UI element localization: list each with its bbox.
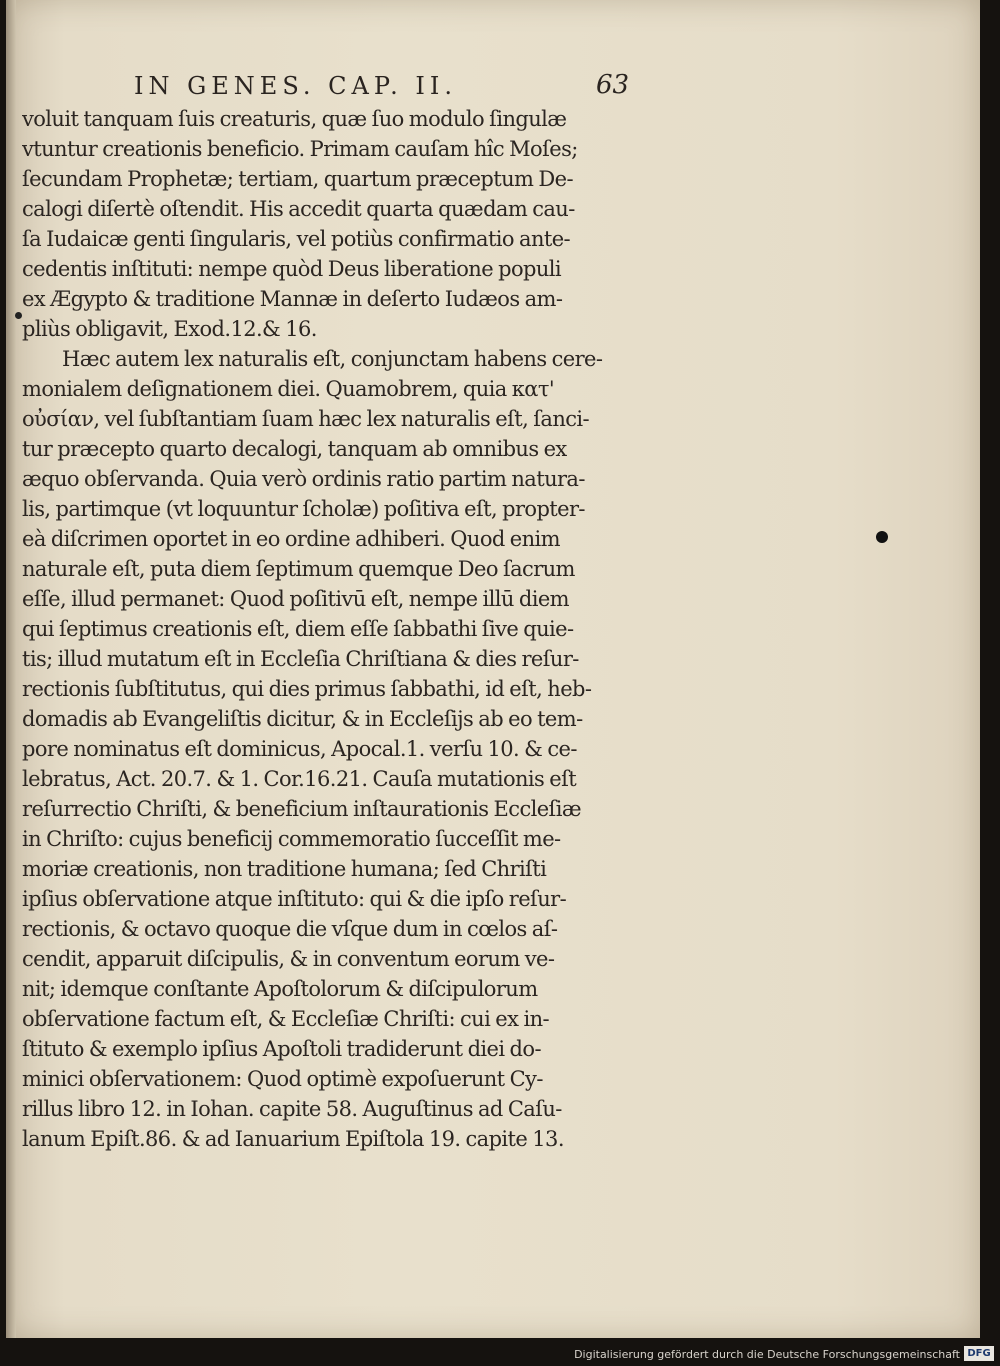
text-line: lis, partimque (vt loquuntur ſcholæ) poſitiva eſt, propter- [22,497,585,521]
text-line: moriæ creationis, non traditione humana; ſed Chriſti [22,857,547,881]
text-line: qui ſeptimus creationis eſt, diem eſſe ſabbathi ſive quie- [22,617,574,641]
text-line: cendit, apparuit diſcipulis, & in conventum eorum ve- [22,947,555,971]
paragraph-start-line: Hæc autem lex naturalis eſt, conjunctam habens cere- [62,347,603,371]
text-line: pliùs obligavit, Exod.12.& 16. [22,317,317,341]
text-line: ex Ægypto & traditione Mannæ in deſerto Iudæos am- [22,287,563,311]
dfg-logo-icon: DFG [964,1346,994,1361]
text-line: rectionis ſubſtitutus, qui dies primus ſabbathi, id eſt, heb- [22,677,592,701]
text-line: ſecundam Prophetæ; tertiam, quartum præceptum De- [22,167,573,191]
text-line: ipſius obſervatione atque inſtituto: qui & die ipſo reſur- [22,887,567,911]
text-line: vtuntur creationis beneficio. Primam cauſam hîc Moſes; [22,137,578,161]
text-line: naturale eſt, puta diem ſeptimum quemque Deo ſacrum [22,557,575,581]
text-line: οὐσίαν, vel ſubſtantiam ſuam hæc lex naturalis eſt, ſanci- [22,407,590,431]
text-line: domadis ab Evangeliſtis dicitur, & in Eccleſijs ab eo tem- [22,707,583,731]
text-line: tis; illud mutatum eſt in Eccleſia Chriſtiana & dies reſur- [22,647,579,671]
text-line: æquo obſervanda. Quia verò ordinis ratio partim natura- [22,467,585,491]
digitization-footer [0,1342,1000,1366]
text-line: cedentis inſtituti: nempe quòd Deus liberatione populi [22,257,561,281]
text-line: in Chriſto: cujus beneficij commemoratio ſucceſſit me- [22,827,561,851]
text-line: rectionis, & octavo quoque die vſque dum in cœlos aſ- [22,917,558,941]
text-line: ſa Iudaicæ genti ſingularis, vel potiùs confirmatio ante- [22,227,571,251]
funding-credit: Digitalisierung gefördert durch die Deutsche Forschungsgemeinschaft [574,1348,960,1361]
text-line: obſervatione factum eſt, & Eccleſiæ Chriſti: cui ex in- [22,1007,549,1031]
book-page [6,0,980,1338]
text-line: eà diſcrimen oportet in eo ordine adhiberi. Quod enim [22,527,560,551]
ink-spot-small [15,312,22,319]
text-line: calogi diſertè oſtendit. His accedit quarta quædam cau- [22,197,575,221]
text-line: reſurrectio Chriſti, & beneficium inſtaurationis Eccleſiæ [22,797,581,821]
text-line: tur præcepto quarto decalogi, tanquam ab omnibus ex [22,437,567,461]
text-line: minici obſervationem: Quod optimè expoſuerunt Cy- [22,1067,543,1091]
text-line: eſſe, illud permanet: Quod poſitivū eſt, nempe illū diem [22,587,569,611]
page-edge [6,0,16,1338]
text-line: nit; idemque conſtante Apoſtolorum & diſcipulorum [22,977,538,1001]
page-header [6,72,980,108]
text-line: monialem deſignationem diei. Quamobrem, quia κατ' [22,377,555,401]
page-number: 63 [596,70,630,100]
text-line: ſtituto & exemplo ipſius Apoſtoli tradiderunt diei do- [22,1037,541,1061]
text-line: lanum Epiſt.86. & ad Ianuarium Epiſtola 19. capite 13. [22,1127,564,1151]
text-line: lebratus, Act. 20.7. & 1. Cor.16.21. Cauſa mutationis eſt [22,767,577,791]
text-line: voluit tanquam ſuis creaturis, quæ ſuo modulo ſingulæ [22,107,567,131]
text-line: pore nominatus eſt dominicus, Apocal.1. verſu 10. & ce- [22,737,577,761]
text-line: rillus libro 12. in Iohan. capite 58. Auguſtinus ad Caſu- [22,1097,562,1121]
ink-spot [876,531,888,543]
running-head: IN GENES. CAP. II. [134,72,457,100]
